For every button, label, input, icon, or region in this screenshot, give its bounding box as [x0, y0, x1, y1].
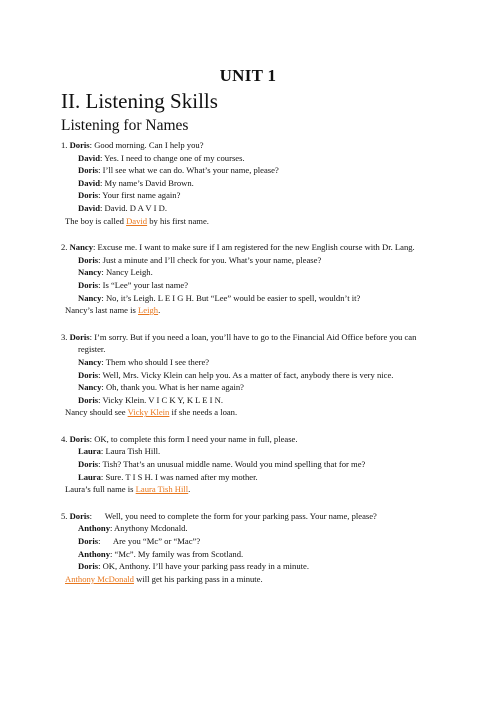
dialogue-line	[61, 522, 439, 535]
speech-text: : Excuse me. I want to make sure if I am registered for the new English course with Dr. Lang.	[93, 242, 415, 253]
answer-sentence	[61, 215, 439, 228]
speaker-name: Nancy	[78, 292, 102, 303]
answer-prefix: Nancy should see	[65, 407, 128, 418]
speaker-name: Nancy	[69, 242, 93, 253]
dialogue-line	[61, 254, 439, 267]
speech-text: : Good morning. Can I help you?	[89, 140, 204, 150]
section-title: II. Listening Skills	[61, 89, 218, 113]
speech-text: : Just a minute and I’ll check for you. What’s your name, please?	[98, 254, 322, 265]
speaker-name: Doris	[69, 510, 90, 521]
speech-text: : I’ll see what we can do. What’s your name, please?	[98, 165, 279, 176]
dialogue-line	[61, 369, 439, 382]
speaker-name: Doris	[78, 459, 99, 470]
answer-suffix: .	[188, 484, 191, 495]
dialogue-line	[61, 394, 439, 407]
answer-sentence	[61, 406, 439, 419]
dialogue-line	[61, 266, 439, 279]
dialogue-line	[61, 445, 439, 458]
speech-text: : Vicky Klein. V I C K Y, K L E I N.	[98, 394, 224, 405]
speaker-name: Nancy	[78, 356, 102, 367]
speaker-name: Doris	[78, 369, 99, 380]
answer-prefix: Nancy’s last name is	[65, 305, 139, 316]
speaker-name: Doris	[78, 190, 99, 201]
speaker-name: Anthony	[78, 523, 110, 534]
speech-text: : Is “Lee” your last name?	[98, 279, 189, 290]
answer-filled-blank: Anthony McDonald	[65, 573, 134, 584]
answer-sentence	[61, 483, 439, 496]
speech-text: : My name’s David Brown.	[99, 177, 194, 188]
answer-filled-blank: David	[126, 215, 148, 226]
speech-text: : Anythony Mcdonald.	[110, 523, 188, 534]
answer-filled-blank: Vicky Klein	[127, 407, 170, 418]
dialogue-line	[61, 177, 439, 190]
answer-suffix: by his first name.	[147, 215, 209, 226]
answer-prefix: The boy is called	[65, 215, 127, 226]
dialogue-number: 1.	[61, 140, 70, 150]
speaker-name: Doris	[69, 140, 90, 150]
speaker-name: Nancy	[78, 267, 102, 278]
dialogue-line	[61, 164, 439, 177]
dialogue-number: 5.	[61, 510, 70, 521]
speaker-name: Laura	[78, 446, 101, 457]
speaker-name: Anthony	[78, 548, 110, 559]
dialogue-line	[61, 433, 439, 446]
speech-text: : Them who should I see there?	[101, 356, 210, 367]
speech-text: : Nancy Leigh.	[101, 267, 153, 278]
speaker-name: Doris	[78, 254, 99, 265]
speech-text: : Are you “Mc” or “Mac”?	[98, 536, 201, 547]
unit-title: UNIT 1	[219, 66, 277, 85]
dialogue-line	[61, 189, 439, 202]
speaker-name: Doris	[69, 433, 90, 444]
dialogue-3	[61, 331, 439, 419]
speaker-name: Laura	[78, 471, 101, 482]
speech-text: : Oh, thank you. What is her name again?	[101, 382, 244, 393]
dialogue-line	[61, 279, 439, 292]
speech-text: : OK, to complete this form I need your name in full, please.	[89, 433, 298, 444]
dialogue-list	[61, 139, 439, 599]
dialogue-line	[61, 510, 439, 523]
dialogue-line	[61, 471, 439, 484]
answer-suffix: will get his parking pass in a minute.	[133, 573, 263, 584]
subsection-title: Listening for Names	[61, 117, 189, 134]
dialogue-line	[61, 560, 439, 573]
answer-suffix: .	[158, 305, 161, 316]
speaker-name: Doris	[78, 279, 99, 290]
speaker-name: Nancy	[78, 382, 102, 393]
speech-text: : Sure. T I S H. I was named after my mother.	[100, 471, 258, 482]
speaker-name: Doris	[78, 561, 99, 572]
dialogue-number: 3.	[61, 331, 70, 342]
dialogue-line	[61, 292, 439, 305]
speech-text: : Tish? That’s an unusual middle name. Would you mind spelling that for me?	[98, 459, 366, 470]
speaker-name: David	[78, 202, 100, 213]
dialogue-1	[61, 139, 439, 227]
dialogue-4	[61, 433, 439, 496]
answer-sentence	[61, 304, 439, 317]
speaker-name: David	[78, 152, 100, 163]
speech-text: : I’m sorry. But if you need a loan, you’ll have to go to the Financial Aid Office before you can register.	[78, 331, 419, 355]
speech-text: : “Mc”. My family was from Scotland.	[110, 548, 244, 559]
dialogue-5	[61, 510, 439, 586]
dialogue-line	[61, 152, 439, 165]
speech-text: : Yes. I need to change one of my courses.	[99, 152, 245, 163]
dialogue-2	[61, 241, 439, 317]
speaker-name: Doris	[69, 331, 90, 342]
speech-text: : David. D A V I D.	[99, 202, 167, 213]
speaker-name: Doris	[78, 394, 99, 405]
speaker-name: Doris	[78, 165, 99, 176]
speech-text: : OK, Anthony. I’ll have your parking pass ready in a minute.	[98, 561, 309, 572]
speech-text: : Well, Mrs. Vicky Klein can help you. As a matter of fact, anybody there is very nice.	[98, 369, 394, 380]
dialogue-line	[61, 202, 439, 215]
answer-sentence	[61, 573, 439, 586]
speech-text: : Your first name again?	[98, 190, 181, 201]
dialogue-line	[61, 458, 439, 471]
speech-text: : Laura Tish Hill.	[100, 446, 161, 457]
speech-text: : No, it’s Leigh. L E I G H. But “Lee” would be easier to spell, wouldn’t it?	[101, 292, 361, 303]
answer-filled-blank: Laura Tish Hill	[135, 484, 189, 495]
dialogue-number: 4.	[61, 433, 70, 444]
dialogue-line	[61, 139, 439, 152]
speaker-name: Doris	[78, 536, 99, 547]
answer-filled-blank: Leigh	[138, 305, 159, 316]
answer-suffix: if she needs a loan.	[169, 407, 238, 418]
dialogue-line	[61, 241, 439, 254]
dialogue-line	[61, 548, 439, 561]
dialogue-line	[61, 535, 439, 548]
dialogue-line	[61, 381, 439, 394]
speaker-name: David	[78, 177, 100, 188]
dialogue-number: 2.	[61, 242, 70, 253]
dialogue-line	[61, 331, 439, 356]
speech-text: : Well, you need to complete the form for your parking pass. Your name, please?	[89, 510, 377, 521]
answer-prefix: Laura’s full name is	[65, 484, 136, 495]
dialogue-line	[61, 356, 439, 369]
